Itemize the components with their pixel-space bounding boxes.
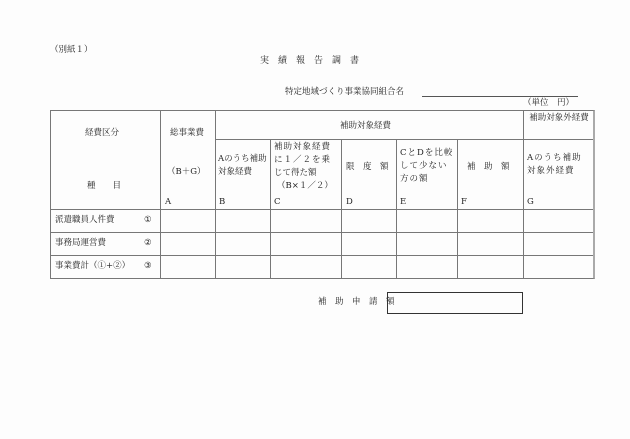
cell-office-d[interactable] — [342, 233, 396, 255]
cell-office-a[interactable] — [161, 233, 215, 255]
col-b-header: Aのうち補助対象経費 — [218, 154, 267, 177]
cell-total-f[interactable] — [458, 256, 523, 278]
eligible-group-header: 補助対象経費 — [340, 121, 392, 131]
cell-office-f[interactable] — [458, 233, 523, 255]
cell-personnel-d[interactable] — [342, 210, 396, 232]
row-num-2: ② — [144, 238, 152, 248]
subheader-divider — [215, 139, 523, 140]
cell-personnel-b[interactable] — [216, 210, 270, 232]
col-c-header: 補助対象経費 に１／２を乗 じて得た額 （B×１／２） — [274, 142, 333, 191]
cell-office-g[interactable] — [524, 233, 592, 255]
document-title: 実 績 報 告 調 書 — [260, 56, 360, 66]
attachment-label: （別紙１） — [50, 45, 93, 55]
total-formula: （B＋G） — [167, 167, 206, 177]
unit-label: （単位 円） — [523, 98, 575, 108]
col-e-letter: E — [400, 197, 407, 207]
union-name-label: 特定地域づくり事業協同組合名 — [285, 87, 405, 97]
cell-office-b[interactable] — [216, 233, 270, 255]
cell-total-g[interactable] — [524, 256, 592, 278]
col-c-letter: C — [274, 197, 281, 207]
cell-personnel-f[interactable] — [458, 210, 523, 232]
row-label-total: 事業費計（①+②） — [55, 261, 131, 271]
cell-personnel-c[interactable] — [271, 210, 341, 232]
col-a-letter: A — [165, 197, 172, 207]
row-label-office: 事務局運営費 — [55, 238, 107, 248]
cell-office-c[interactable] — [271, 233, 341, 255]
row-num-3: ③ — [144, 261, 152, 271]
cell-total-b[interactable] — [216, 256, 270, 278]
category-header: 経費区分 — [85, 128, 120, 138]
row-label-personnel: 派遣職員人件費 — [55, 215, 115, 225]
col-g-header: Aのうち補助対象外経費 — [527, 153, 582, 176]
cell-total-a[interactable] — [161, 256, 215, 278]
col-d-letter: D — [346, 197, 353, 207]
col-f-header: 補 助 額 — [467, 162, 510, 172]
cell-personnel-e[interactable] — [397, 210, 457, 232]
item-header: 種 目 — [87, 181, 122, 191]
application-amount-label: 補 助 申 請 額 — [318, 297, 395, 307]
cell-personnel-a[interactable] — [161, 210, 215, 232]
cell-office-e[interactable] — [397, 233, 457, 255]
total-cost-header: 総事業費 — [170, 128, 205, 138]
row-num-1: ① — [144, 215, 152, 225]
col-b-letter: B — [219, 197, 226, 207]
cell-total-d[interactable] — [342, 256, 396, 278]
col-g-letter: G — [527, 197, 534, 207]
col-e-header: CとDを比較して少ない方の額 — [400, 148, 454, 184]
ineligible-group-header: 補助対象外経費 — [529, 113, 589, 123]
col-f-letter: F — [461, 197, 467, 207]
col-d-header: 限 度 額 — [346, 162, 389, 172]
cell-total-c[interactable] — [271, 256, 341, 278]
cell-total-e[interactable] — [397, 256, 457, 278]
cell-personnel-g[interactable] — [524, 210, 592, 232]
application-amount-box[interactable] — [387, 292, 523, 314]
